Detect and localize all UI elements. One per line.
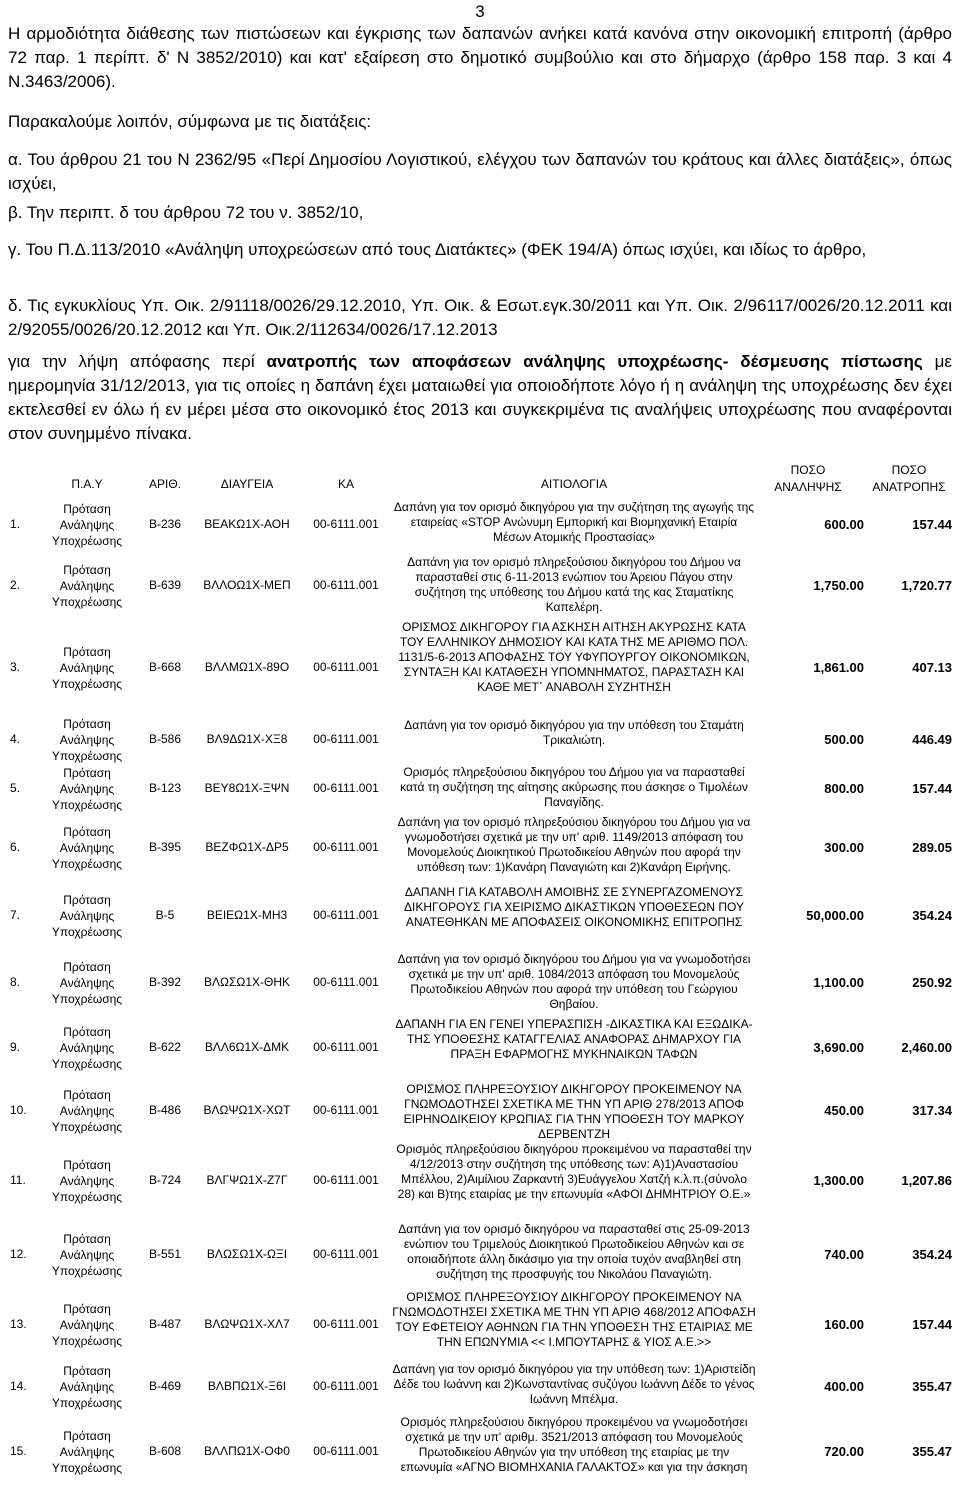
row-ka: 00-6111.001	[313, 1444, 379, 1458]
row-type	[48, 765, 126, 813]
row-diavgeia: ΒΛΛΟΩ1Χ-ΜΕΠ	[203, 578, 291, 592]
header-poso-analipsis-line1: ΠΟΣΟ	[790, 463, 826, 477]
row-ka: 00-6111.001	[313, 1317, 379, 1331]
header-poso-anatropis-line1: ΠΟΣΟ	[891, 463, 927, 477]
row-description: Δαπάνη για τον ορισμό πληρεξούσιου δικηγόρου του Δήμου να παρασταθεί στις 6-11-2013 ενώπιον του Άρειου Πάγου στην συζήτηση της υπόθεσης του Δήμου κατά της κας Σταματίκης Καπελέρη.	[407, 555, 741, 614]
table-row	[0, 1290, 960, 1360]
row-type-line: Υποχρέωσης	[51, 1057, 123, 1071]
row-number: 3.	[10, 659, 21, 674]
row-arith: Β-123	[148, 781, 182, 795]
row-amount-commitment: 600.00	[824, 517, 864, 532]
row-type-line: Ανάληψης	[59, 1041, 115, 1055]
row-ka: 00-6111.001	[313, 781, 379, 795]
header-arith: ΑΡΙΘ.	[148, 477, 181, 491]
row-type-line: Πρόταση	[63, 563, 111, 577]
decision-paragraph	[8, 350, 952, 446]
row-diavgeia: ΒΛΩΨΩ1Χ-ΧΛ7	[204, 1317, 290, 1331]
row-number: 2.	[10, 578, 21, 592]
row-type-line: Πρόταση	[63, 824, 111, 839]
row-amount-reversal: 355.47	[912, 1444, 952, 1459]
header-poso-analipsis-line2: ΑΝΑΛΗΨΗΣ	[774, 480, 842, 494]
row-amount-commitment: 50,000.00	[806, 908, 864, 923]
header-ka: ΚΑ	[337, 477, 354, 491]
table-row	[0, 1017, 960, 1079]
row-ka: 00-6111.001	[313, 732, 379, 746]
row-type-line: Πρόταση	[63, 893, 111, 907]
row-amount-reversal: 355.47	[912, 1379, 952, 1394]
row-type-line: Υποχρέωσης	[51, 925, 123, 939]
row-type-line: Ανάληψης	[59, 1380, 115, 1394]
row-amount-commitment: 1,300.00	[813, 1173, 864, 1188]
row-ka: 00-6111.001	[313, 1173, 379, 1187]
row-type-line: Υποχρέωσης	[51, 676, 123, 691]
row-description: Δαπάνη για τον ορισμό δικηγόρου να παρασταθεί στις 25-09-2013 ενώπιον του Τριμελούς Διοικητικού Πρωτοδικείου Αθηνών και σε οποιαδήποτε άλλη δικάσιμο για την οποία τυχόν αναβληθεί στη συζήτηση της προσφυγής του Νικολάου Παναγιώτη.	[398, 1222, 750, 1281]
row-amount-commitment: 500.00	[824, 732, 864, 747]
row-type-line: Ανάληψης	[59, 660, 115, 675]
provision-b: β. Την περιπτ. δ του άρθρου 72 του ν. 3852/10,	[8, 203, 364, 222]
row-ka: 00-6111.001	[313, 517, 379, 531]
table-row	[0, 1082, 960, 1140]
row-type-line: Υποχρέωσης	[51, 992, 123, 1006]
row-amount-commitment: 300.00	[824, 839, 864, 855]
row-type	[48, 562, 126, 610]
row-description: ΟΡΙΣΜΟΣ ΔΙΚΗΓΟΡΟΥ ΓΙΑ ΑΣΚΗΣΗ ΑΙΤΗΣΗ ΑΚΥΡΩΣΗΣ ΚΑΤΑ ΤΟΥ ΕΛΛΗΝΙΚΟΥ ΔΗΜΟΣΙΟΥ ΚΑΙ ΚΑΤΑ ΤΗΣ ΜΕ ΑΡΙΘΜΟ ΠΟΛ. 1131/5-6-2013 ΑΠΟΦΑΣΗΣ ΤΟΥ ΥΦΥΠΟΥΡΓΟΥ ΟΙΚΟΝΟΜΙΚΩΝ, ΣΥΝΤΑΞΗ ΚΑΙ ΚΑΤΑΘΕΣΗ ΥΠΟΜΝΗΜΑΤΟΣ, ΠΑΡΑΣΤΑΣΗ ΚΑΙ ΚΑΘΕ ΜΕΤ΄ ΑΝΑΒΟΛΗ ΣΥΖΗΤΗΣΗ	[398, 620, 750, 694]
row-type-line: Υποχρέωσης	[51, 595, 123, 609]
row-type-line: Υποχρέωσης	[51, 1334, 123, 1348]
row-amount-reversal: 1,720.77	[901, 578, 952, 593]
row-type-line: Πρόταση	[63, 1232, 111, 1246]
row-amount-commitment: 720.00	[824, 1444, 864, 1459]
row-type-line: Πρόταση	[63, 502, 111, 516]
row-diavgeia: ΒΛΛΠΩ1Χ-ΟΦ0	[204, 1444, 290, 1458]
row-diavgeia: ΒΛΓΨΩ1Χ-Ζ7Γ	[206, 1173, 288, 1187]
row-type-line: Υποχρέωσης	[51, 1396, 123, 1410]
row-diavgeia: ΒΕΥ8Ω1Χ-ΞΨΝ	[204, 781, 290, 795]
row-number: 12.	[10, 1247, 27, 1261]
row-number: 14.	[10, 1379, 27, 1393]
page-number: 3	[475, 2, 485, 21]
row-diavgeia: ΒΛΩΨΩ1Χ-ΧΩΤ	[203, 1103, 291, 1117]
provision-a: α. Του άρθρου 21 του Ν 2362/95 «Περί Δημοσίου Λογιστικού, ελέγχου των δαπανών του κράτους και άλλες διατάξεις», όπως ισχύει,	[8, 150, 952, 193]
row-amount-reversal: 354.24	[912, 908, 952, 923]
row-amount-reversal: 157.44	[912, 1317, 952, 1332]
row-type	[48, 892, 126, 940]
row-arith: Β-392	[148, 975, 182, 989]
row-amount-reversal: 157.44	[912, 517, 952, 532]
header-poso-analipsis	[752, 462, 864, 496]
row-type	[48, 1024, 126, 1072]
table-row	[0, 1142, 960, 1220]
row-amount-reversal: 1,207.86	[901, 1173, 952, 1188]
row-diavgeia: ΒΕΑΚΩ1Χ-ΑΟΗ	[204, 517, 290, 531]
row-description: ΔΑΠΑΝΗ ΓΙΑ ΕΝ ΓΕΝΕΙ ΥΠΕΡΑΣΠΙΣΗ -ΔΙΚΑΣΤΙΚΑ ΚΑΙ ΕΞΩΔΙΚΑ- ΤΗΣ ΥΠΟΘΕΣΗΣ ΚΑΤΑΓΓΕΛΙΑΣ ΑΝΑΦΟΡΑΣ ΔΗΜΑΡΧΟΥ ΓΙΑ ΠΡΑΞΗ ΕΦΑΡΜΟΓΗΣ ΜΥΚΗΝΑΙΚΩΝ ΤΑΦΩΝ	[395, 1017, 753, 1061]
row-type-line: Ανάληψης	[59, 1445, 115, 1459]
row-ka: 00-6111.001	[313, 908, 379, 922]
header-aitiologia: ΑΙΤΙΟΛΟΓΙΑ	[540, 477, 608, 491]
provision-d: δ. Τις εγκυκλίους Υπ. Οικ. 2/91118/0026/29.12.2010, Υπ. Οικ. & Εσωτ.εγκ.30/2011 και Υπ. Οικ. 2/96117/0026/20.12.2011 και 2/92055/0026/20.12.2012 και Υπ. Οικ.2/112634/0026/17.12.2013	[8, 296, 952, 339]
row-type	[48, 1363, 126, 1411]
row-ka: 00-6111.001	[313, 1103, 379, 1117]
decision-text-bold: ανατροπής των αποφάσεων ανάληψης υποχρέωσης- δέσμευσης πίστωσης	[266, 352, 923, 371]
row-type-line: Πρόταση	[63, 1364, 111, 1378]
row-type-line: Υποχρέωσης	[51, 749, 123, 763]
header-diavgeia: ΔΙΑΥΓΕΙΑ	[220, 477, 274, 491]
table-row	[0, 500, 960, 550]
row-type-line: Ανάληψης	[59, 909, 115, 923]
table-row	[0, 765, 960, 813]
table-row	[0, 885, 960, 947]
row-number: 15.	[10, 1444, 27, 1458]
table-row	[0, 952, 960, 1014]
row-description: Δαπάνη για τον ορισμό δικηγόρου για την υπόθεση του Σταμάτη Τρικαλιώτη.	[404, 718, 744, 747]
row-amount-reversal: 446.49	[912, 732, 952, 747]
row-amount-commitment: 800.00	[824, 781, 864, 796]
row-diavgeia: ΒΛΒΠΩ1Χ-Ξ6Ι	[207, 1379, 287, 1393]
row-ka: 00-6111.001	[313, 578, 379, 592]
row-type-line: Ανάληψης	[59, 733, 115, 747]
row-diavgeia: ΒΛΛ6Ω1Χ-ΔΜΚ	[204, 1040, 290, 1054]
row-ka: 00-6111.001	[313, 1040, 379, 1054]
table-row	[0, 1415, 960, 1489]
row-type-line: Ανάληψης	[59, 1174, 115, 1188]
table-row	[0, 815, 960, 880]
row-type-line: Ανάληψης	[59, 782, 115, 796]
row-number: 4.	[10, 732, 21, 746]
row-amount-commitment: 740.00	[824, 1247, 864, 1262]
row-type-line: Πρόταση	[63, 1158, 111, 1172]
intro-paragraph-competence: Η αρμοδιότητα διάθεσης των πιστώσεων και έγκρισης των δαπανών ανήκει κατά κανόνα στην οικονομική επιτροπή (άρθρο 72 παρ. 1 περίπτ. δ' Ν 3852/2010) και κατ' εξαίρεση στο δημοτικό συμβούλιο και στο δήμαρχο (άρθρο 158 παρ. 3 και 4 Ν.3463/2006).	[8, 24, 952, 91]
row-diavgeia: ΒΛΩΣΩ1Χ-ΘΗΚ	[203, 975, 291, 989]
row-type-line: Πρόταση	[63, 1025, 111, 1039]
row-description: Δαπάνη για τον ορισμό δικηγόρου για την συζήτηση της αγωγής της εταιρείας «STOP Ανώνυμη Εμπορική και Βιομηχανική Εταιρία Μέσων Ατομικής Προστασίας»	[393, 500, 755, 544]
row-number: 7.	[10, 908, 21, 922]
row-description: Ορισμός πληρεξούσιου δικηγόρου του Δήμου για να παρασταθεί κατά τη συζήτηση της αίτησης ακύρωσης που άσκησε ο Τιμολέων Παναγίδης.	[400, 765, 748, 809]
row-type-line: Υποχρέωσης	[51, 1190, 123, 1204]
row-type	[48, 1157, 126, 1205]
row-arith: Β-668	[148, 659, 182, 674]
row-number: 13.	[10, 1317, 27, 1331]
row-description: Ορισμός πληρεξούσιου δικηγόρου προκειμένου να παρασταθεί την 4/12/2013 στην συζήτηση της υπόθεσης των: Α)1)Αναστασίου Μπέλλου, 2)Αιμίλιου Ζαρκαντή 3)Ευάγγελου Χατζή κ.λ.π.(σύνολο 28) και Β)της εταιρίας με την επωνυμία «ΑΦΟΙ ΔΗΜΗΤΡΙΟΥ Ο.Ε.»	[396, 1142, 752, 1201]
row-arith: Β-5	[155, 908, 175, 922]
row-type-line: Ανάληψης	[59, 1318, 115, 1332]
row-type	[48, 1231, 126, 1279]
row-arith: Β-551	[148, 1247, 182, 1261]
table-row	[0, 620, 960, 715]
row-number: 8.	[10, 975, 21, 989]
row-ka: 00-6111.001	[313, 975, 379, 989]
row-arith: Β-586	[148, 732, 182, 746]
row-type-line: Ανάληψης	[59, 1104, 115, 1118]
row-type-line: Ανάληψης	[59, 1248, 115, 1262]
row-diavgeia: ΒΛΛΜΩ1Χ-89Ο	[204, 659, 290, 674]
provision-c: γ. Του Π.Δ.113/2010 «Ανάληψη υποχρεώσεων από τους Διατάκτες» (ΦΕΚ 194/Α) όπως ισχύει, και ιδίως το άρθρο,	[8, 240, 867, 259]
row-number: 10.	[10, 1103, 27, 1117]
row-number: 5.	[10, 781, 21, 795]
row-type-line: Υποχρέωσης	[51, 798, 123, 812]
row-description: ΟΡΙΣΜΟΣ ΠΛΗΡΕΞΟΥΣΙΟΥ ΔΙΚΗΓΟΡΟΥ ΠΡΟΚΕΙΜΕΝΟΥ ΝΑ ΓΝΩΜΟΔΟΤΗΣΕΙ ΣΧΕΤΙΚΑ ΜΕ ΤΗΝ ΥΠ ΑΡΙΘ 278/2013 ΑΠΟΦ ΕΙΡΗΝΟΔΙΚΕΙΟΥ ΚΡΩΠΙΑΣ ΓΙΑ ΤΗΝ ΥΠΟΘΕΣΗ ΤΟΥ ΜΑΡΚΟΥ ΔΕΡΒΕΝΤΖΗ	[403, 1082, 745, 1141]
row-ka: 00-6111.001	[313, 1379, 379, 1393]
row-amount-commitment: 1,861.00	[813, 659, 864, 675]
row-type-line: Πρόταση	[63, 1302, 111, 1316]
row-amount-reversal: 317.34	[912, 1103, 952, 1118]
row-diavgeia: ΒΕΙΕΩ1Χ-ΜΗ3	[206, 908, 288, 922]
row-amount-reversal: 250.92	[912, 975, 952, 990]
row-number: 11.	[10, 1173, 26, 1187]
row-amount-commitment: 400.00	[824, 1379, 864, 1394]
row-ka: 00-6111.001	[313, 659, 379, 674]
header-poso-anatropis-line2: ΑΝΑΤΡΟΠΗΣ	[872, 480, 946, 494]
row-amount-reversal: 407.13	[912, 659, 952, 675]
row-arith: Β-608	[148, 1444, 182, 1458]
row-description: ΔΑΠΑΝΗ ΓΙΑ ΚΑΤΑΒΟΛΗ ΑΜΟΙΒΗΣ ΣΕ ΣΥΝΕΡΓΑΖΟΜΕΝΟΥΣ ΔΙΚΗΓΟΡΟΥΣ ΓΙΑ ΧΕΙΡΙΣΜΟ ΔΙΚΑΣΤΙΚΩΝ ΥΠΟΘΕΣΕΩΝ ΠΟΥ ΑΝΑΤΕΘΗΚΑΝ ΜΕ ΑΠΟΦΑΣΕΙΣ ΟΙΚΟΝΟΜΙΚΗΣ ΕΠΙΤΡΟΠΗΣ	[404, 885, 744, 929]
decision-text-end: με ημερομηνία 31/12/2013, για τις οποίες η δαπάνη έχει ματαιωθεί για οποιοδήποτε λόγο ή η ανάληψη της υποχρέωσης δεν έχει εκτελεσθεί εν όλω ή εν μέρει μέσα στο οικονομικό έτος 2013 και συγκεκριμένα τις αναλήψεις υποχρέωσης που αναφέρονται στον συνημμένο πίνακα.	[8, 352, 952, 443]
row-amount-commitment: 1,750.00	[813, 578, 864, 593]
row-amount-reversal: 157.44	[912, 781, 952, 796]
row-type-line: Πρόταση	[63, 766, 111, 780]
row-number: 9.	[10, 1040, 21, 1054]
row-diavgeia: ΒΛΩΣΩ1Χ-ΩΞΙ	[206, 1247, 288, 1261]
decision-text-start: για την λήψη απόφασης περί	[8, 352, 267, 371]
table-row	[0, 1362, 960, 1412]
row-type-line: Πρόταση	[63, 644, 111, 659]
row-type-line: Υποχρέωσης	[51, 856, 123, 871]
row-type	[48, 959, 126, 1007]
row-type-line: Ανάληψης	[59, 579, 115, 593]
row-number: 6.	[10, 839, 21, 854]
row-amount-reversal: 354.24	[912, 1247, 952, 1262]
row-amount-commitment: 450.00	[824, 1103, 864, 1118]
row-type	[48, 1301, 126, 1349]
row-type-line: Υποχρέωσης	[51, 1264, 123, 1278]
row-description: ΟΡΙΣΜΟΣ ΠΛΗΡΕΞΟΥΣΙΟΥ ΔΙΚΗΓΟΡΟΥ ΠΡΟΚΕΙΜΕΝΟΥ ΝΑ ΓΝΩΜΟΔΟΤΗΣΕΙ ΣΧΕΤΙΚΑ ΜΕ ΤΗΝ ΥΠ ΑΡΙΘ 468/2012 ΑΠΟΦΑΣΗ ΤΟΥ ΕΦΕΤΕΙΟΥ ΑΘΗΝΩΝ ΓΙΑ ΤΗΝ ΥΠΟΘΕΣΗ ΤΗΣ ΕΤΑΙΡΙΑΣ ΜΕ ΤΗΝ ΕΠΩΝΥΜΙΑ << Ι.ΜΠΟΥΤΑΡΗΣ & ΥΙΟΣ Α.Ε.>>	[392, 1290, 756, 1349]
table-row	[0, 555, 960, 617]
row-description: Δαπάνη για τον ορισμό δικηγόρου για την υπόθεση των: 1)Αριστείδη Δέδε του Ιωάννη και 2)Κωνσταντίνας συζύγου Ιωάννη Δέδε το γένος Ιωάννη Μπέλμα.	[392, 1362, 756, 1406]
row-type	[48, 501, 126, 549]
row-description: Δαπάνη για τον ορισμό δικηγόρου του Δήμου για να γνωμοδοτήσει σχετικά με την υπ' αριθ. 1084/2013 απόφαση του Μονομελούς Πρωτοδικείου Αθηνών που αφορά την υπόθεση του Γεώργιου Θηβαίου.	[397, 952, 751, 1011]
row-type	[48, 1087, 126, 1135]
row-amount-reversal: 2,460.00	[901, 1040, 952, 1055]
row-description: Δαπάνη για τον ορισμό πληρεξούσιου δικηγόρου του Δήμου για να γνωμοδοτήσει σχετικά με την υπ' αριθ. 1149/2013 απόφαση του Μονομελούς Διοικητικού Πρωτοδικείου Αθηνών που αφορά την υπόθεση των: 1)Κανάρη Παναγιώτη και 2)Κανάρη Ειρήνης.	[397, 815, 751, 874]
row-type-line: Ανάληψης	[59, 976, 115, 990]
table-row	[0, 1222, 960, 1288]
row-type	[48, 716, 126, 764]
row-diavgeia: ΒΕΖΦΩ1Χ-ΔΡ5	[205, 839, 289, 854]
row-arith: Β-486	[148, 1103, 182, 1117]
row-ka: 00-6111.001	[313, 839, 379, 854]
row-arith: Β-236	[148, 517, 182, 531]
row-type	[48, 824, 126, 872]
row-amount-commitment: 160.00	[824, 1317, 864, 1332]
row-amount-commitment: 1,100.00	[813, 975, 864, 990]
row-arith: Β-469	[148, 1379, 182, 1393]
intro-paragraph-request: Παρακαλούμε λοιπόν, σύμφωνα με τις διατάξεις:	[8, 112, 372, 131]
row-type	[48, 644, 126, 692]
header-poso-anatropis	[864, 462, 954, 496]
row-type-line: Πρόταση	[63, 1429, 111, 1443]
row-amount-commitment: 3,690.00	[813, 1040, 864, 1055]
row-type-line: Πρόταση	[63, 960, 111, 974]
row-diavgeia: ΒΛ9ΔΩ1Χ-ΧΞ8	[206, 732, 288, 746]
row-type-line: Ανάληψης	[59, 840, 115, 855]
row-type-line: Πρόταση	[63, 717, 111, 731]
row-arith: Β-724	[148, 1173, 182, 1187]
row-arith: Β-639	[148, 578, 182, 592]
row-arith: Β-487	[148, 1317, 182, 1331]
row-type-line: Υποχρέωσης	[51, 1461, 123, 1475]
row-type-line: Ανάληψης	[59, 518, 115, 532]
row-ka: 00-6111.001	[313, 1247, 379, 1261]
row-number: 1.	[10, 517, 21, 531]
row-arith: Β-395	[148, 839, 182, 854]
row-type-line: Πρόταση	[63, 1088, 111, 1102]
row-type-line: Υποχρέωσης	[51, 534, 123, 548]
header-pay: Π.Α.Υ	[71, 477, 103, 491]
row-type	[48, 1428, 126, 1476]
row-amount-reversal: 289.05	[912, 839, 952, 855]
table-row	[0, 718, 960, 762]
row-arith: Β-622	[148, 1040, 182, 1054]
row-type-line: Υποχρέωσης	[51, 1120, 123, 1134]
row-description: Ορισμός πληρεξούσιου δικηγόρου προκειμένου να γνωμοδοτήσει σχετικά με την υπ' αριθμ. 3521/2013 απόφαση του Μονομελούς Πρωτοδικείου Αθηνών για την υπόθεση της εταιρίας με την επωνυμία «ΑΓΝΟ ΒΙΟΜΗΧΑΝΙΑ ΓΑΛΑΚΤΟΣ» και για την άσκηση	[400, 1415, 748, 1474]
